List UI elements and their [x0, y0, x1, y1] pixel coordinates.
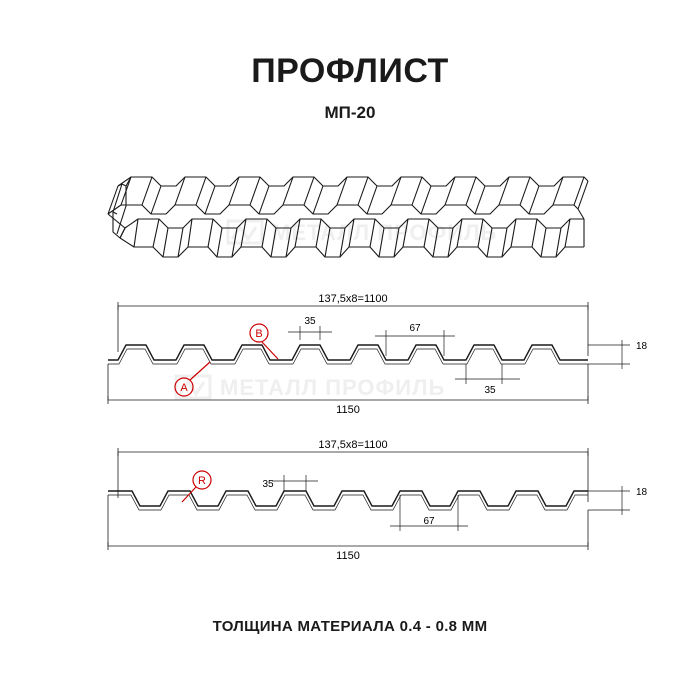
- callout-a: [175, 362, 210, 396]
- section-bottom: [108, 439, 648, 562]
- profile-bottom: [108, 491, 588, 510]
- callout-b: [250, 324, 278, 359]
- svg-text:A: A: [180, 382, 188, 394]
- dim-bottom-top-pitch: 137,5х8=1100: [318, 439, 388, 451]
- page-title: ПРОФЛИСТ: [251, 52, 449, 90]
- dim-top-pitch: 137,5х8=1100: [318, 293, 388, 305]
- dim-height-18: 18: [636, 341, 648, 352]
- watermark-text: МЕТАЛЛ ПРОФИЛЬ: [272, 220, 498, 245]
- callout-r: [182, 471, 211, 502]
- dim-top-flat-35: 35: [304, 316, 316, 327]
- dim-total-1150: 1150: [336, 404, 360, 416]
- dim-bottom-flat-35: 35: [484, 385, 496, 396]
- svg-text:R: R: [198, 475, 206, 487]
- dim-bottom-wide-67: 67: [423, 516, 435, 527]
- svg-text:B: B: [255, 328, 263, 340]
- watermark-section-top: [176, 375, 445, 400]
- dim-bottom-height-18: 18: [636, 487, 648, 498]
- product-model: МП-20: [324, 103, 376, 122]
- watermark-text: МЕТАЛЛ ПРОФИЛЬ: [220, 375, 446, 400]
- dim-bottom-flat-35: 35: [262, 479, 274, 490]
- iso-sheet: [108, 177, 588, 257]
- material-thickness-note: ТОЛЩИНА МАТЕРИАЛА 0.4 - 0.8 ММ: [212, 618, 488, 635]
- dim-wide-67: 67: [409, 323, 421, 334]
- dim-bottom-total-1150: 1150: [336, 550, 360, 562]
- profile-top: [108, 345, 588, 364]
